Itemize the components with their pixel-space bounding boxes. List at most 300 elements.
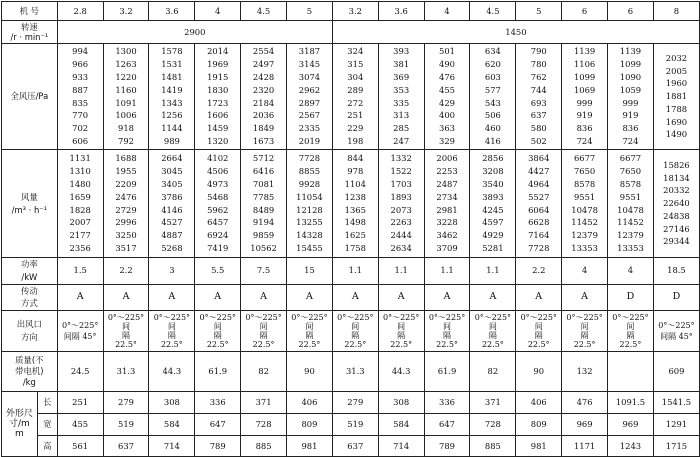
flow-value: 4887 xyxy=(161,230,183,241)
flow-value: 9928 xyxy=(298,178,321,189)
pressure-value: 1578 xyxy=(161,46,183,57)
pressure-value: 3187 xyxy=(298,46,321,57)
flow-value: 13255 xyxy=(296,217,323,228)
flow-cell xyxy=(241,150,287,258)
mass-cell: 132 xyxy=(562,352,608,392)
pressure-value: 1849 xyxy=(252,123,275,134)
outlet-text: 22.5° xyxy=(206,340,229,350)
outlet-label xyxy=(2,311,58,352)
pressure-cell xyxy=(562,44,608,150)
flow-value: 10478 xyxy=(571,204,598,215)
pressure-value: 1960 xyxy=(665,78,688,89)
flow-value: 13353 xyxy=(571,242,598,253)
dim-cell: 1715 xyxy=(653,436,699,457)
flow-cell xyxy=(149,150,195,258)
pressure-value: 490 xyxy=(439,59,456,70)
pressure-value: 919 xyxy=(576,110,593,121)
pressure-value: 315 xyxy=(347,59,364,70)
table-row xyxy=(2,392,700,414)
pressure-cell xyxy=(378,44,424,150)
outlet-text: 0°～225° xyxy=(566,313,603,323)
outlet-text: 间 xyxy=(626,322,635,332)
pressure-value: 770 xyxy=(72,110,89,121)
flow-value: 11054 xyxy=(296,191,323,202)
outlet-text: 22.5° xyxy=(160,340,183,350)
pressure-value: 2554 xyxy=(252,46,275,57)
pressure-value: 3145 xyxy=(298,59,321,70)
pressure-value: 1256 xyxy=(161,110,183,121)
flow-value: 3864 xyxy=(528,153,550,164)
flow-value: 3045 xyxy=(161,166,183,177)
mass-cell: 44.3 xyxy=(378,352,424,392)
pressure-value: 1300 xyxy=(115,46,137,57)
pressure-value: 1220 xyxy=(115,71,137,82)
dim-cell: 789 xyxy=(424,436,470,457)
pressure-value: 1788 xyxy=(665,103,688,114)
flow-value: 11452 xyxy=(617,217,644,228)
drive-cell: D xyxy=(608,284,654,311)
table-row xyxy=(2,258,700,285)
flow-value: 27146 xyxy=(663,223,690,234)
dim-cell: 336 xyxy=(195,392,241,414)
pressure-value: 272 xyxy=(347,97,364,108)
pressure-value: 792 xyxy=(118,135,134,146)
outlet-cell xyxy=(241,311,287,352)
flow-cell xyxy=(653,150,699,258)
outlet-text: 22.5° xyxy=(481,340,504,350)
flow-label-line: 风量 xyxy=(20,191,38,202)
outlet-text: 间 xyxy=(534,322,543,332)
model-cell: 4 xyxy=(195,2,241,21)
pressure-value: 381 xyxy=(393,59,410,70)
dim-cell: 647 xyxy=(424,414,470,436)
dim-cell: 647 xyxy=(195,414,241,436)
mass-label xyxy=(2,352,58,392)
flow-value: 6457 xyxy=(207,217,229,228)
flow-value: 4527 xyxy=(161,217,183,228)
model-cell: 6 xyxy=(562,2,608,21)
flow-value: 3709 xyxy=(436,242,458,253)
power-cell: 3 xyxy=(149,258,195,285)
flow-value: 12128 xyxy=(296,204,323,215)
pressure-value: 2005 xyxy=(665,65,688,76)
flow-value: 1703 xyxy=(390,178,412,189)
dim-cell: 809 xyxy=(516,414,562,436)
mass-cell: 82 xyxy=(241,352,287,392)
pressure-value: 460 xyxy=(484,123,501,134)
pressure-value: 999 xyxy=(576,97,593,108)
flow-value: 4102 xyxy=(207,153,229,164)
power-label-line: /kW xyxy=(21,271,38,282)
flow-value: 18134 xyxy=(663,172,690,183)
flow-value: 2729 xyxy=(115,204,137,215)
drive-cell: A xyxy=(195,284,241,311)
drive-cell: A xyxy=(57,284,103,311)
outlet-text: 0°～225° xyxy=(199,313,236,323)
pressure-value: 724 xyxy=(622,135,639,146)
dim-cell: 1243 xyxy=(608,436,654,457)
flow-value: 6677 xyxy=(619,153,642,164)
flow-value: 2006 xyxy=(436,153,458,164)
flow-cell xyxy=(103,150,149,258)
flow-value: 29344 xyxy=(663,236,690,247)
dim-cell: 885 xyxy=(241,436,287,457)
flow-value: 4964 xyxy=(528,178,550,189)
outlet-text: 隔 xyxy=(580,331,589,341)
flow-value: 7728 xyxy=(528,242,550,253)
pressure-value: 580 xyxy=(530,123,547,134)
table-row xyxy=(2,44,700,150)
outlet-text: 22.5° xyxy=(298,340,321,350)
power-cell: 4 xyxy=(562,258,608,285)
pressure-value: 429 xyxy=(439,97,456,108)
dim-cell: 1091.5 xyxy=(608,392,654,414)
outlet-text: 0°～225° xyxy=(382,313,420,323)
flow-value: 10478 xyxy=(617,204,644,215)
outlet-text: 间 xyxy=(443,322,452,332)
flow-value: 20332 xyxy=(663,185,690,196)
drive-cell: A xyxy=(287,284,333,311)
dim-sublabel: 宽 xyxy=(37,414,57,436)
outlet-cell xyxy=(378,311,424,352)
pressure-value: 1320 xyxy=(207,135,229,146)
pressure-value: 1723 xyxy=(207,97,229,108)
pressure-cell xyxy=(103,44,149,150)
pressure-cell xyxy=(195,44,241,150)
pressure-value: 329 xyxy=(439,135,456,146)
pressure-value: 999 xyxy=(622,97,639,108)
pressure-value: 313 xyxy=(393,110,410,121)
pressure-value: 289 xyxy=(347,84,364,95)
flow-value: 24838 xyxy=(663,210,690,221)
pressure-value: 1059 xyxy=(619,84,642,95)
outlet-text: 隔 xyxy=(213,331,222,341)
pressure-value: 247 xyxy=(393,135,410,146)
dims-label: 外形尺寸/mm xyxy=(2,392,38,457)
pressure-cell xyxy=(653,44,699,150)
pressure-value: 1069 xyxy=(573,84,596,95)
flow-value: 1480 xyxy=(69,178,91,189)
flow-value: 1688 xyxy=(115,153,137,164)
flow-value: 6924 xyxy=(207,230,229,241)
flow-value: 7785 xyxy=(252,191,275,202)
flow-value: 3517 xyxy=(115,242,137,253)
dim-cell: 637 xyxy=(103,436,149,457)
mass-label-line: /kg xyxy=(22,377,36,388)
speed-cell: 2900 xyxy=(57,21,332,44)
drive-cell: A xyxy=(562,284,608,311)
pressure-value: 198 xyxy=(347,135,364,146)
pressure-cell xyxy=(149,44,195,150)
table-row xyxy=(2,2,700,21)
flow-value: 5268 xyxy=(161,242,183,253)
outlet-text: 0°～225° xyxy=(107,313,145,323)
pressure-cell xyxy=(608,44,654,150)
flow-value: 1955 xyxy=(115,166,137,177)
pressure-value: 501 xyxy=(439,46,456,57)
pressure-value: 2428 xyxy=(252,71,275,82)
mass-cell: 82 xyxy=(470,352,516,392)
flow-cell xyxy=(378,150,424,258)
flow-value: 1659 xyxy=(69,191,91,202)
pressure-value: 324 xyxy=(347,46,364,57)
pressure-value: 229 xyxy=(347,123,364,134)
flow-cell xyxy=(57,150,103,258)
pressure-value: 836 xyxy=(576,123,593,134)
pressure-value: 887 xyxy=(72,84,89,95)
power-cell: 2.2 xyxy=(103,258,149,285)
pressure-value: 693 xyxy=(530,97,547,108)
model-cell: 8 xyxy=(653,2,699,21)
drive-cell: A xyxy=(103,284,149,311)
pressure-value: 335 xyxy=(393,97,410,108)
pressure-value: 1099 xyxy=(573,71,596,82)
model-cell: 4 xyxy=(424,2,470,21)
dim-cell: 455 xyxy=(57,414,103,436)
flow-value: 7650 xyxy=(573,166,596,177)
speed-label-line: /r · min⁻¹ xyxy=(10,32,49,42)
pressure-value: 577 xyxy=(484,84,501,95)
outlet-text: 22.5° xyxy=(344,340,367,350)
flow-cell xyxy=(332,150,378,258)
flow-value: 6416 xyxy=(252,166,275,177)
outlet-text: 22.5° xyxy=(527,340,550,350)
dim-cell: 1541.5 xyxy=(653,392,699,414)
outlet-text: 22.5° xyxy=(573,340,596,350)
model-cell: 5 xyxy=(287,2,333,21)
dim-cell: 714 xyxy=(378,436,424,457)
dim-cell: 728 xyxy=(470,414,516,436)
flow-value: 2634 xyxy=(390,242,412,253)
power-cell: 5.5 xyxy=(195,258,241,285)
dim-cell: 406 xyxy=(516,392,562,414)
flow-value: 4506 xyxy=(207,166,229,177)
power-cell: 15 xyxy=(287,258,333,285)
flow-value: 4929 xyxy=(482,230,504,241)
flow-value: 11452 xyxy=(571,217,598,228)
flow-value: 2007 xyxy=(69,217,91,228)
pressure-cell xyxy=(241,44,287,150)
power-cell: 1.1 xyxy=(470,258,516,285)
pressure-value: 353 xyxy=(393,84,410,95)
flow-value: 10562 xyxy=(250,242,277,253)
pressure-value: 702 xyxy=(72,123,89,134)
mass-cell: 90 xyxy=(287,352,333,392)
flow-value: 2734 xyxy=(436,191,458,202)
pressure-cell xyxy=(424,44,470,150)
pressure-value: 543 xyxy=(484,97,501,108)
flow-value: 15455 xyxy=(296,242,323,253)
flow-value: 9194 xyxy=(252,217,275,228)
outlet-text: 间 xyxy=(259,322,268,332)
pressure-cell xyxy=(287,44,333,150)
flow-value: 1310 xyxy=(69,166,91,177)
model-cell: 3.6 xyxy=(149,2,195,21)
pressure-value: 1969 xyxy=(207,59,229,70)
pressure-value: 2320 xyxy=(252,84,275,95)
pressure-value: 2497 xyxy=(252,59,275,70)
pressure-value: 369 xyxy=(393,71,410,82)
mass-cell: 90 xyxy=(516,352,562,392)
outlet-text: 22.5° xyxy=(252,340,275,350)
pressure-value: 363 xyxy=(439,123,456,134)
dim-sublabel: 高 xyxy=(37,436,57,457)
pressure-value: 3074 xyxy=(298,71,321,82)
table-row xyxy=(2,21,700,44)
power-cell: 2.2 xyxy=(516,258,562,285)
flow-value: 2476 xyxy=(115,191,137,202)
power-cell: 7.5 xyxy=(241,258,287,285)
flow-value: 8855 xyxy=(298,166,321,177)
flow-value: 2253 xyxy=(436,166,458,177)
pressure-value: 790 xyxy=(530,46,547,57)
pressure-value: 455 xyxy=(439,84,456,95)
pressure-value: 476 xyxy=(439,71,456,82)
drive-cell: A xyxy=(378,284,424,311)
flow-cell xyxy=(562,150,608,258)
pressure-value: 1830 xyxy=(207,84,229,95)
pressure-value: 1091 xyxy=(115,97,137,108)
model-cell: 6 xyxy=(608,2,654,21)
drive-cell: A xyxy=(332,284,378,311)
flow-value: 978 xyxy=(347,166,364,177)
flow-label-line: /m³ · h⁻¹ xyxy=(11,204,48,215)
power-cell: 1.5 xyxy=(57,258,103,285)
pressure-value: 603 xyxy=(484,71,501,82)
pressure-value: 1106 xyxy=(573,59,596,70)
speed-label-line: 转速 xyxy=(20,22,38,32)
pressure-value: 780 xyxy=(530,59,547,70)
power-cell: 4 xyxy=(608,258,654,285)
dim-cell: 637 xyxy=(332,436,378,457)
flow-value: 7164 xyxy=(528,230,550,241)
flow-value: 4146 xyxy=(161,204,183,215)
mass-cell: 61.9 xyxy=(424,352,470,392)
power-cell: 1.1 xyxy=(424,258,470,285)
outlet-text: 0°～225° xyxy=(658,321,695,331)
outlet-label-line: 方向 xyxy=(20,332,38,343)
flow-value: 12379 xyxy=(617,230,644,241)
power-cell: 18.5 xyxy=(653,258,699,285)
flow-cell xyxy=(608,150,654,258)
dim-cell: 406 xyxy=(287,392,333,414)
outlet-text: 间 xyxy=(397,322,406,332)
flow-value: 2664 xyxy=(161,153,183,164)
pressure-cell xyxy=(516,44,562,150)
dim-cell: 371 xyxy=(241,392,287,414)
outlet-text: 22.5° xyxy=(115,340,137,350)
flow-value: 4427 xyxy=(528,166,550,177)
speed-cell: 1450 xyxy=(332,21,699,44)
pressure-value: 1099 xyxy=(619,59,642,70)
speed-label xyxy=(2,21,58,44)
flow-value: 1131 xyxy=(69,153,91,164)
pressure-value: 637 xyxy=(530,110,547,121)
drive-cell: A xyxy=(516,284,562,311)
flow-label xyxy=(2,150,58,258)
pressure-value: 1139 xyxy=(619,46,642,57)
flow-value: 844 xyxy=(347,153,364,164)
pressure-value: 919 xyxy=(622,110,639,121)
flow-value: 5962 xyxy=(207,204,229,215)
outlet-cell xyxy=(424,311,470,352)
pressure-value: 744 xyxy=(530,84,547,95)
outlet-cell xyxy=(562,311,608,352)
outlet-text: 间 xyxy=(213,322,222,332)
outlet-cell xyxy=(195,311,241,352)
flow-value: 2356 xyxy=(69,242,91,253)
flow-value: 3540 xyxy=(482,178,504,189)
power-cell: 1.1 xyxy=(378,258,424,285)
flow-value: 8489 xyxy=(252,204,275,215)
flow-value: 3208 xyxy=(482,166,504,177)
dim-cell: 308 xyxy=(378,392,424,414)
flow-value: 9551 xyxy=(573,191,596,202)
pressure-label: 全风压/Pa xyxy=(2,44,58,150)
dim-cell: 279 xyxy=(103,392,149,414)
outlet-cell xyxy=(608,311,654,352)
flow-value: 4245 xyxy=(482,204,504,215)
dim-cell: 584 xyxy=(149,414,195,436)
mass-cell xyxy=(608,352,654,392)
outlet-text: 0°～225° xyxy=(245,313,282,323)
flow-value: 4597 xyxy=(482,217,504,228)
flow-value: 2487 xyxy=(436,178,458,189)
outlet-text: 间 xyxy=(351,322,360,332)
flow-value: 3462 xyxy=(436,230,458,241)
power-label xyxy=(2,258,58,285)
flow-value: 1758 xyxy=(344,242,366,253)
dim-cell: 251 xyxy=(57,392,103,414)
dim-cell: 584 xyxy=(378,414,424,436)
pressure-value: 1690 xyxy=(665,116,688,127)
flow-value: 13353 xyxy=(617,242,644,253)
pressure-value: 2962 xyxy=(298,84,321,95)
flow-value: 2981 xyxy=(436,204,458,215)
flow-cell xyxy=(470,150,516,258)
flow-value: 2444 xyxy=(390,230,412,241)
outlet-text: 间 xyxy=(305,322,314,332)
flow-value: 2996 xyxy=(115,217,137,228)
flow-value: 7728 xyxy=(298,153,321,164)
outlet-text: 0°～225° xyxy=(153,313,191,323)
flow-value: 1828 xyxy=(69,204,91,215)
drive-label xyxy=(2,284,58,311)
outlet-text: 隔 xyxy=(259,331,268,341)
flow-value: 6628 xyxy=(528,217,550,228)
table-row xyxy=(2,352,700,392)
dim-cell: 885 xyxy=(470,436,516,457)
flow-value: 4973 xyxy=(207,178,229,189)
pressure-value: 416 xyxy=(484,135,501,146)
table-row xyxy=(2,150,700,258)
model-label: 机 号 xyxy=(2,2,58,21)
pressure-value: 1144 xyxy=(161,123,183,134)
model-cell: 3.6 xyxy=(378,2,424,21)
pressure-value: 933 xyxy=(72,71,89,82)
model-cell: 4.5 xyxy=(241,2,287,21)
outlet-label-line: 出风口 xyxy=(16,319,42,330)
pressure-value: 1531 xyxy=(161,59,183,70)
flow-value: 3250 xyxy=(115,230,137,241)
flow-value: 7419 xyxy=(207,242,229,253)
outlet-cell xyxy=(332,311,378,352)
flow-value: 5712 xyxy=(252,153,275,164)
dim-cell: 371 xyxy=(470,392,516,414)
outlet-text: 隔 xyxy=(443,331,452,341)
flow-value: 14328 xyxy=(296,230,323,241)
outlet-text: 间隔 45° xyxy=(63,332,97,342)
